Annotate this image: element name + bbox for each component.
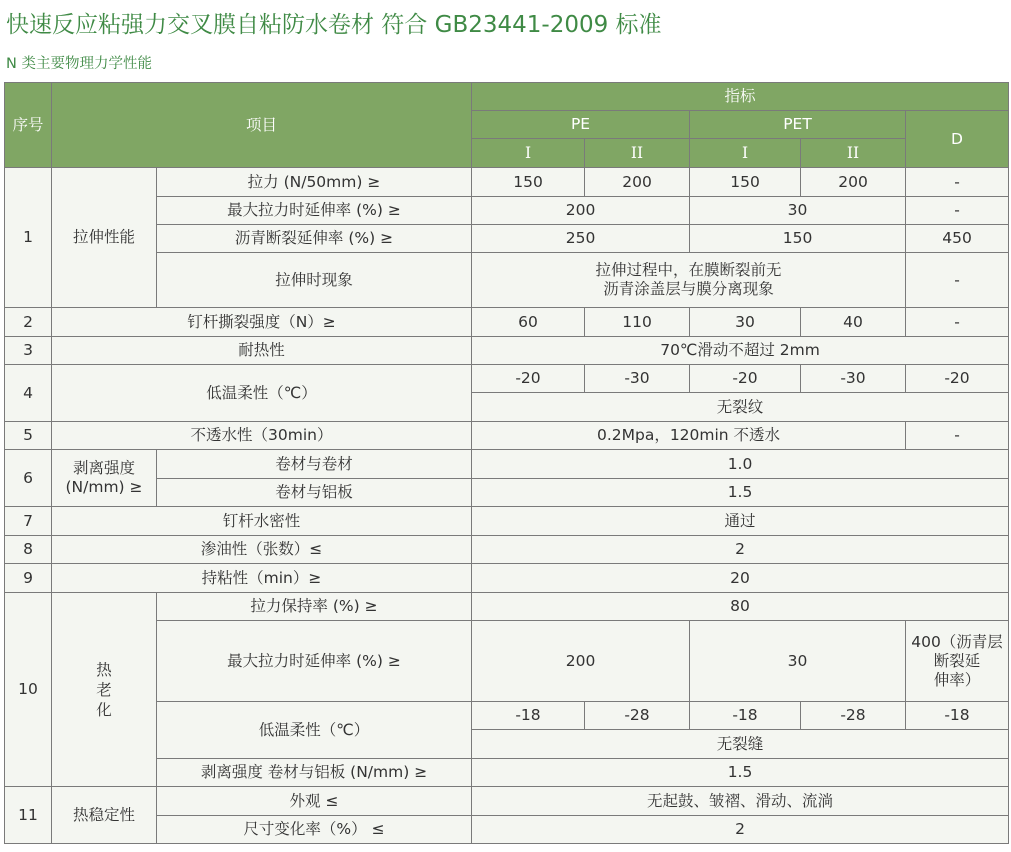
- header-pe-ii: II: [585, 139, 690, 168]
- value-cell: 200: [585, 168, 690, 197]
- seq-cell: 6: [5, 450, 52, 507]
- value-cell: 30: [690, 308, 801, 337]
- value-cell: 20: [472, 564, 1009, 593]
- table-row: [5, 168, 1009, 197]
- value-cell: 拉伸过程中，在膜断裂前无 沥青涂盖层与膜分离现象: [472, 253, 906, 308]
- seq-cell: 1: [5, 168, 52, 308]
- item-cell: 持粘性（min）≥: [52, 564, 472, 593]
- seq-cell: 7: [5, 507, 52, 536]
- item-cell: 拉伸时现象: [157, 253, 472, 308]
- value-cell: 60: [472, 308, 585, 337]
- item-cell: 卷材与铝板: [157, 479, 472, 507]
- value-cell: 400（沥青层 断裂延 伸率）: [906, 621, 1009, 702]
- item-cell: 耐热性: [52, 337, 472, 365]
- value-cell: 450: [906, 225, 1009, 253]
- page-title: 快速反应粘强力交叉膜自粘防水卷材 符合 GB23441-2009 标准: [6, 12, 662, 38]
- item-cell: 低温柔性（℃）: [157, 702, 472, 759]
- value-cell: 30: [690, 621, 906, 702]
- value-cell: 110: [585, 308, 690, 337]
- header-seq: 序号: [5, 83, 52, 168]
- header-pet-ii: II: [801, 139, 906, 168]
- group-cell: 热 老 化: [52, 593, 157, 787]
- seq-cell: 9: [5, 564, 52, 593]
- table-row: [5, 308, 1009, 337]
- table-row: [5, 593, 1009, 621]
- value-cell: 无裂缝: [472, 730, 1009, 759]
- value-cell: -28: [801, 702, 906, 730]
- item-cell: 剥离强度 卷材与铝板 (N/mm) ≥: [157, 759, 472, 787]
- value-cell: 30: [690, 197, 906, 225]
- seq-cell: 8: [5, 536, 52, 564]
- header-item: 项目: [52, 83, 472, 168]
- table-row: [5, 422, 1009, 450]
- seq-cell: 4: [5, 365, 52, 422]
- value-cell: 无起鼓、皱褶、滑动、流淌: [472, 787, 1009, 816]
- value-cell: -: [906, 253, 1009, 308]
- table-row: [5, 536, 1009, 564]
- value-cell: 0.2Mpa，120min 不透水: [472, 422, 906, 450]
- seq-cell: 10: [5, 593, 52, 787]
- item-cell: 尺寸变化率（%） ≤: [157, 816, 472, 844]
- value-cell: 1.5: [472, 759, 1009, 787]
- header-pet-i: I: [690, 139, 801, 168]
- item-cell: 钉杆撕裂强度（N）≥: [52, 308, 472, 337]
- value-cell: -20: [906, 365, 1009, 393]
- header-index: 指标: [472, 83, 1009, 111]
- value-cell: -: [906, 308, 1009, 337]
- item-cell: 沥青断裂延伸率 (%) ≥: [157, 225, 472, 253]
- value-cell: 150: [472, 168, 585, 197]
- table-row: [5, 564, 1009, 593]
- value-cell: 2: [472, 536, 1009, 564]
- page-subtitle: N 类主要物理力学性能: [6, 56, 152, 72]
- header-pe-i: I: [472, 139, 585, 168]
- value-cell: -18: [906, 702, 1009, 730]
- value-cell: 150: [690, 225, 906, 253]
- spec-table: [4, 82, 1009, 844]
- item-cell: 拉力 (N/50mm) ≥: [157, 168, 472, 197]
- value-cell: -20: [472, 365, 585, 393]
- seq-cell: 11: [5, 787, 52, 844]
- value-cell: 40: [801, 308, 906, 337]
- header-pe: PE: [472, 111, 690, 139]
- value-cell: 80: [472, 593, 1009, 621]
- value-cell: 150: [690, 168, 801, 197]
- group-cell: 热稳定性: [52, 787, 157, 844]
- value-cell: 无裂纹: [472, 393, 1009, 422]
- item-cell: 渗油性（张数）≤: [52, 536, 472, 564]
- table-row: [5, 337, 1009, 365]
- item-cell: 钉杆水密性: [52, 507, 472, 536]
- value-cell: 250: [472, 225, 690, 253]
- value-cell: 70℃滑动不超过 2mm: [472, 337, 1009, 365]
- header-d: D: [906, 111, 1009, 168]
- seq-cell: 5: [5, 422, 52, 450]
- seq-cell: 3: [5, 337, 52, 365]
- value-cell: -: [906, 168, 1009, 197]
- table-row: [5, 450, 1009, 479]
- value-cell: -18: [690, 702, 801, 730]
- value-cell: -20: [690, 365, 801, 393]
- value-cell: -: [906, 197, 1009, 225]
- item-cell: 外观 ≤: [157, 787, 472, 816]
- table-row: [5, 365, 1009, 393]
- group-cell: 剥离强度 (N/mm) ≥: [52, 450, 157, 507]
- item-cell: 最大拉力时延伸率 (%) ≥: [157, 621, 472, 702]
- value-cell: -: [906, 422, 1009, 450]
- seq-cell: 2: [5, 308, 52, 337]
- header-pet: PET: [690, 111, 906, 139]
- value-cell: 200: [472, 621, 690, 702]
- value-cell: 1.0: [472, 450, 1009, 479]
- table-row: [5, 507, 1009, 536]
- table-row: [5, 787, 1009, 816]
- value-cell: -28: [585, 702, 690, 730]
- item-cell: 低温柔性（℃）: [52, 365, 472, 422]
- group-cell: 拉伸性能: [52, 168, 157, 308]
- value-cell: 2: [472, 816, 1009, 844]
- item-cell: 卷材与卷材: [157, 450, 472, 479]
- value-cell: 200: [472, 197, 690, 225]
- value-cell: -30: [801, 365, 906, 393]
- item-cell: 拉力保持率 (%) ≥: [157, 593, 472, 621]
- value-cell: 通过: [472, 507, 1009, 536]
- value-cell: -30: [585, 365, 690, 393]
- value-cell: 200: [801, 168, 906, 197]
- item-cell: 最大拉力时延伸率 (%) ≥: [157, 197, 472, 225]
- value-cell: -18: [472, 702, 585, 730]
- item-cell: 不透水性（30min）: [52, 422, 472, 450]
- value-cell: 1.5: [472, 479, 1009, 507]
